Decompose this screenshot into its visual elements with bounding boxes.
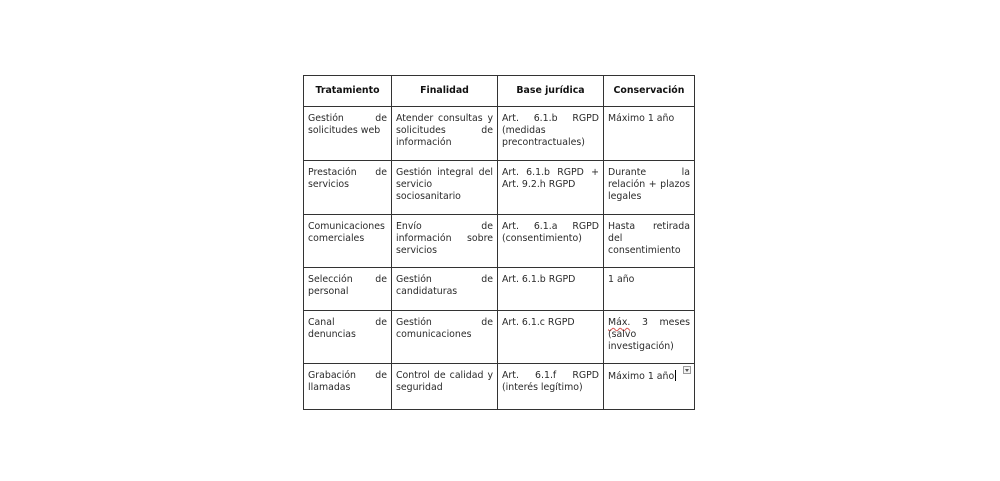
table-cell[interactable]: Selección de personal <box>304 268 392 311</box>
table-cell[interactable]: Grabación de llamadas <box>304 364 392 410</box>
table-row <box>304 311 695 364</box>
header-finalidad[interactable]: Finalidad <box>392 76 498 107</box>
table-cell[interactable]: Art. 6.1.c RGPD <box>498 311 604 364</box>
table-header-row <box>304 76 695 107</box>
table-cell[interactable]: Art. 6.1.b RGPD <box>498 268 604 311</box>
cell-text: 3 meses (salvo investigación) <box>608 317 690 352</box>
dropdown-arrow-icon[interactable] <box>683 366 691 374</box>
table-cell[interactable]: Canal de denuncias <box>304 311 392 364</box>
table-row <box>304 364 695 410</box>
header-base-juridica[interactable]: Base jurídica <box>498 76 604 107</box>
table-cell[interactable]: Gestión de comunicaciones <box>392 311 498 364</box>
table-cell[interactable]: Atender consultas y solicitudes de información <box>392 107 498 161</box>
header-conservacion[interactable]: Conservación <box>604 76 695 107</box>
active-table-cell[interactable] <box>604 364 695 410</box>
table-cell[interactable]: Art. 6.1.b RGPD (medidas precontractuales) <box>498 107 604 161</box>
table-cell[interactable]: Art. 6.1.f RGPD (interés legítimo) <box>498 364 604 410</box>
text-cursor <box>675 370 676 381</box>
table-cell[interactable]: Art. 6.1.a RGPD (consentimiento) <box>498 215 604 268</box>
table-cell[interactable]: 1 año <box>604 268 695 311</box>
data-processing-table <box>303 75 695 410</box>
table-cell[interactable]: Comunicaciones comerciales <box>304 215 392 268</box>
table-cell[interactable]: Gestión integral del servicio sociosanitario <box>392 161 498 215</box>
table-cell[interactable]: Hasta retirada del consentimiento <box>604 215 695 268</box>
table-row <box>304 161 695 215</box>
table-row <box>304 268 695 311</box>
table-cell[interactable]: Gestión de solicitudes web <box>304 107 392 161</box>
table-cell[interactable]: Durante la relación + plazos legales <box>604 161 695 215</box>
table-cell[interactable]: Máximo 1 año <box>604 107 695 161</box>
table-row <box>304 107 695 161</box>
cell-text: Máximo 1 año <box>608 371 675 382</box>
table-cell[interactable] <box>604 311 695 364</box>
header-tratamiento[interactable]: Tratamiento <box>304 76 392 107</box>
spellcheck-underlined-word: Máx. <box>608 317 631 328</box>
table-row <box>304 215 695 268</box>
table-cell[interactable]: Art. 6.1.b RGPD + Art. 9.2.h RGPD <box>498 161 604 215</box>
table-cell[interactable]: Gestión de candidaturas <box>392 268 498 311</box>
table-cell[interactable]: Control de calidad y seguridad <box>392 364 498 410</box>
table-cell[interactable]: Envío de información sobre servicios <box>392 215 498 268</box>
table-cell[interactable]: Prestación de servicios <box>304 161 392 215</box>
